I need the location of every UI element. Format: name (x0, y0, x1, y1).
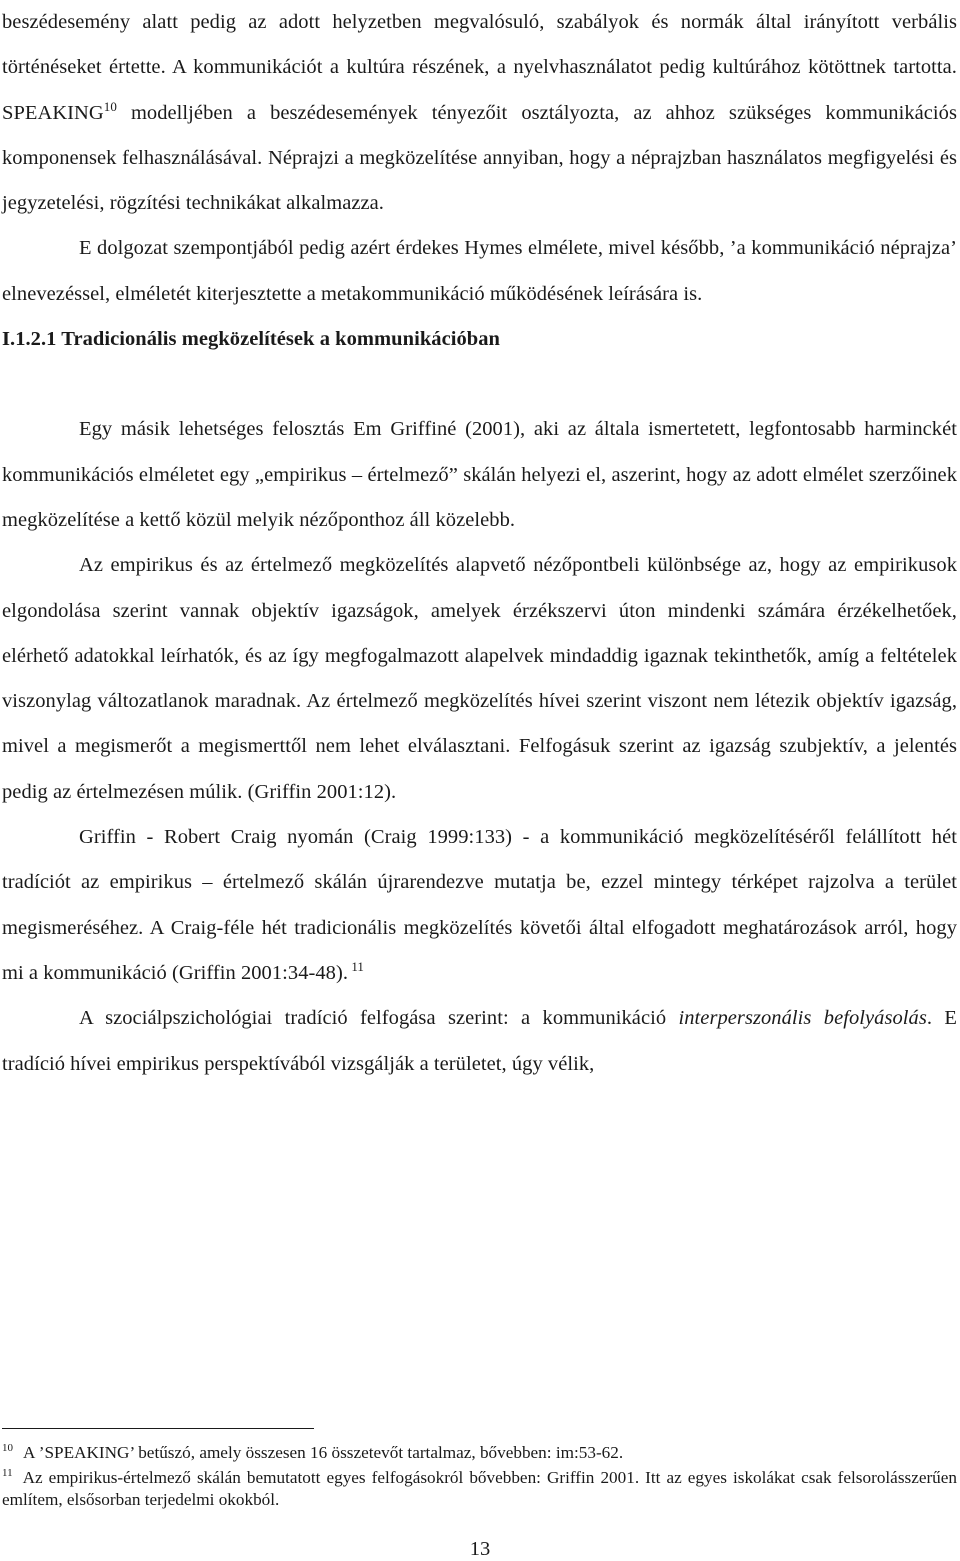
body-text (2, 0, 957, 1087)
paragraph-text: Griffin - Robert Craig nyomán (Craig 1999:133) - a kommunikáció megközelítéséről felállított hét tradíciót az empirikus – értelmező skálán újrarendezve mutatja be, ezzel mintegy térképet rajzolva a terület megismeréséhez. A Craig-féle hét tradicionális megközelítés követői által elfogadott meghatározások arról, hogy mi a kommunikáció (Griffin 2001:34-48). (2, 826, 957, 984)
footnote-text: A ’SPEAKING’ betűszó, amely összesen 16 összetevőt tartalmaz, bővebben: im:53-62. (23, 1443, 624, 1462)
footnote-number: 11 (2, 1467, 13, 1480)
paragraph-text: beszédesemény alatt pedig az adott helyzetben megvalósuló, szabályok és normák által irányított verbális történéseket értette. A kommunikációt a kultúra részének, a nyelvhasználatot pedig kultúrához kötöttnek tartotta. SPEAKING (2, 11, 957, 124)
paragraph-griffin-scale: Egy másik lehetséges felosztás Em Griffiné (2001), aki az általa ismertetett, legfontosabb harminckét kommunikációs elméletet egy „empirikus – értelmező” skálán helyezi el, aszerint, hogy az adott elmélet szerzőinek megközelítése a kettő közül melyik nézőponthoz áll közelebb. (2, 418, 957, 531)
footnote-ref-10: 10 (103, 98, 117, 114)
footnote-text: Az empirikus-értelmező skálán bemutatott egyes felfogásokról bővebben: Griffin 2001. Itt az egyes iskolákat csak felsorolásszerűen említem, elsősorban terjedelmi okokból. (2, 1468, 957, 1509)
section-heading: I.1.2.1 Tradicionális megközelítések a kommunikációban (2, 328, 500, 351)
italic-term: interperszonális befolyásolás (678, 1007, 927, 1030)
footnote-ref-11: 11 (348, 959, 364, 975)
paragraph-text: modelljében a beszédesemények tényezőit osztályozta, az ahhoz szükséges kommunikációs komponensek felhasználásával. Néprajzi a megközelítése annyiban, hogy a néprajzban használatos megfigyelési és jegyzetelési, rögzítési technikákat alkalmazza. (2, 101, 957, 215)
footnote-number: 10 (2, 1442, 13, 1455)
paragraph-socialpsych-tradition (2, 996, 957, 1087)
footnote-11 (2, 1467, 957, 1511)
footnote-10 (2, 1442, 957, 1464)
footnote-separator (2, 1428, 314, 1429)
paragraph-text: . E tradíció hívei empirikus perspektívából vizsgálják a területet, úgy vélik, (2, 1007, 957, 1075)
footnotes (2, 1442, 957, 1514)
paragraph-craig-traditions (2, 815, 957, 996)
paragraph-hymes-speaking (2, 0, 957, 226)
paragraph-text: A szociálpszichológiai tradíció felfogása szerint: a kommunikáció (79, 1007, 679, 1030)
page-number: 13 (469, 1538, 491, 1560)
paragraph-empirical-interpretive: Az empirikus és az értelmező megközelítés alapvető nézőpontbeli különbsége az, hogy az empirikusok elgondolása szerint vannak objektív igazságok, amelyek érzékszervi úton mindenki számára érzékelhetőek, elérhető adatokkal leírhatók, és az így megfogalmazott alapelvek mindaddig igaznak tekinthetők, amíg a feltételek viszonylag változatlanok maradnak. Az értelmező megközelítés hívei szerint viszont nem létezik objektív igazság, mivel a megismerőt a megismerttől nem lehet elválasztani. Felfogásuk szerint az igazság szubjektív, a jelentés pedig az értelmezésen múlik. (Griffin 2001:12). (2, 554, 957, 803)
paragraph-hymes-relevance: E dolgozat szempontjából pedig azért érdekes Hymes elmélete, mivel később, ’a kommunikáció néprajza’ elnevezéssel, elméletét kiterjesztette a metakommunikáció működésének leírására is. (2, 237, 957, 305)
